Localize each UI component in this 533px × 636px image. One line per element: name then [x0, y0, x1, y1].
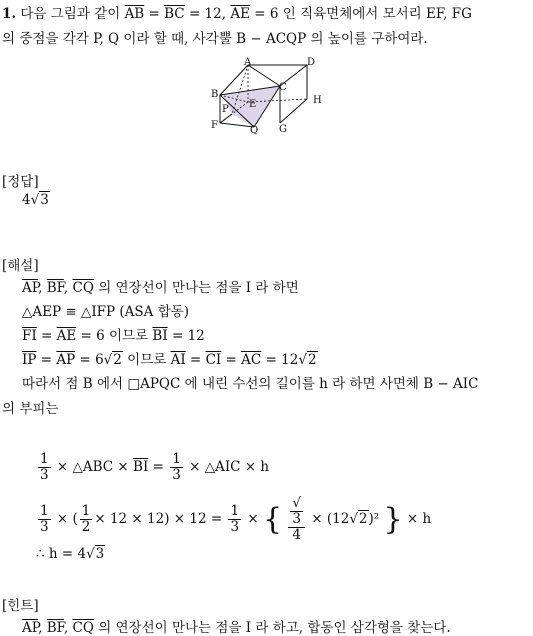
eq-text: × h [406, 511, 432, 527]
segment-bc: $\overline{BC}$ [164, 6, 185, 22]
segment-fi: $\overline{FI}$ [22, 328, 37, 344]
equation-3: ∴ h = 4√3 [36, 546, 105, 562]
radicand: 2 [307, 352, 317, 368]
segment-bf: $\overline{BF}$ [46, 620, 64, 636]
answer-value: 4√3 [22, 192, 49, 208]
numerator: 1 [40, 503, 49, 519]
hint-line: $\overline{AP}$, $\overline{BF}$, $\overline{CQ}$ 의 연장선이 만나는 점을 I 라 하고, 합동인 삼각형을 찾는다. [22, 620, 451, 636]
segment-ap: $\overline{AP}$ [22, 280, 39, 296]
equation-2: $\frac{1}{3}$ × ( $\frac{1}{2}$ × 12 × 12) × 12 = $\frac{1}{3}$ × { √ 3 4 × (12√2)² } × h [40, 495, 432, 543]
denominator: 3 [40, 519, 49, 535]
solution-line-5: 따라서 점 B 에서 □APQC 에 내린 수선의 길이를 h 라 하면 사면체 B − AIC [22, 376, 479, 392]
label-b: B [211, 89, 219, 100]
brace-open: { [262, 502, 283, 537]
label-p: P [222, 104, 229, 115]
denominator: 4 [292, 527, 301, 543]
hint-text: 의 연장선이 만나는 점을 I 라 하고, 합동인 삼각형을 찾는다. [98, 620, 451, 636]
denominator: 3 [40, 467, 49, 483]
segment-ci: $\overline{CI}$ [205, 352, 222, 368]
solution-text: = 12 [265, 352, 299, 368]
radicand: 3 [290, 511, 303, 527]
segment-bf: $\overline{BF}$ [46, 280, 64, 296]
segment-ae: $\overline{AE}$ [56, 328, 77, 344]
label-g: G [279, 124, 287, 135]
numerator: 1 [230, 503, 240, 519]
segment-ac: $\overline{AC}$ [241, 352, 262, 368]
solution-text: 이므로 [127, 352, 167, 368]
answer-coef: 4 [22, 192, 31, 208]
eq-text: × △ABC × [56, 459, 129, 475]
label-h: H [313, 95, 322, 106]
eq-text: ∴ h = 4 [36, 546, 87, 562]
problem-line-1 [2, 2, 472, 22]
solution-text: 의 연장선이 만나는 점을 I 라 하면 [98, 280, 299, 296]
numerator: √ 3 [288, 496, 305, 528]
label-a: A [244, 57, 252, 68]
solution-text: = 12 [171, 328, 205, 344]
radicand: 2 [358, 511, 368, 527]
brace-close: } [383, 502, 403, 537]
answer-radicand: 3 [40, 192, 49, 208]
eq-text: )² [368, 511, 380, 527]
fraction [38, 504, 51, 535]
numerator: 1 [40, 451, 49, 467]
segment-ae: $\overline{AE}$ [230, 6, 250, 22]
value-6: = 6 [254, 6, 279, 22]
equals-sign: = [148, 6, 160, 22]
solution-header: [해설] [2, 258, 39, 274]
denominator: 2 [81, 519, 91, 535]
label-f: F [211, 120, 218, 131]
label-e: E [249, 99, 257, 110]
eq-text: × △AIC × h [189, 459, 270, 475]
solution-line-3: $\overline{FI} = \overline{AE} = 6$ 이므로 $\overline{BI} = 12$ [22, 328, 205, 344]
answer-header: [정답] [2, 174, 39, 190]
value-12: = 12, [188, 6, 227, 22]
segment-ip: $\overline{IP}$ [22, 352, 37, 368]
fraction [80, 504, 93, 535]
hint-header: [힌트] [2, 598, 39, 614]
fraction [288, 496, 305, 543]
fraction [228, 504, 241, 535]
segment-cq: $\overline{CQ}$ [72, 620, 94, 636]
segment-ai: $\overline{AI}$ [170, 352, 186, 368]
segment-bi: $\overline{BI}$ [133, 459, 149, 475]
problem-line-2: 의 중점을 각각 P, Q 이라 할 때, 사각뿔 B − ACQP 의 높이를 구하여라. [2, 31, 428, 47]
numerator: 1 [81, 503, 91, 519]
equation-1: $\frac{1}{3}$ × △ABC × $\overline{BI}$ = $\frac{1}{3}$ × △AIC × h [40, 451, 270, 483]
solution-line-2: △AEP ≡ △IFP (ASA 합동) [22, 304, 190, 320]
problem-text: 다음 그림과 같이 [20, 6, 121, 22]
segment-bi: $\overline{BI}$ [152, 328, 168, 344]
numerator: 1 [172, 451, 181, 467]
segment-ap: $\overline{AP}$ [56, 352, 76, 368]
solution-text: = 6 이므로 [80, 328, 149, 344]
segment-cq: $\overline{CQ}$ [72, 280, 94, 296]
cuboid-figure [205, 58, 330, 138]
eq-text: × 12 × 12) × 12 = [94, 511, 223, 527]
solution-text: = 6 [79, 352, 104, 368]
segment-ab: $\overline{AB}$ [124, 6, 145, 22]
radicand: 2 [113, 352, 122, 368]
fraction [170, 452, 183, 483]
label-c: C [279, 82, 287, 93]
fraction [38, 452, 51, 483]
denominator: 3 [230, 519, 240, 535]
solution-line-4: $\overline{IP} = \overline{AP} = 6√2$ 이므로 $\overline{AI} = \overline{CI} = \overline{AC} = 12√2$ [22, 352, 317, 368]
label-q: Q [250, 125, 259, 136]
eq-text: × (12 [311, 511, 350, 527]
problem-number: 1. [2, 6, 17, 22]
denominator: 3 [172, 467, 181, 483]
segment-ap: $\overline{AP}$ [22, 620, 39, 636]
label-d: D [307, 57, 316, 68]
problem-text: 인 직육면체에서 모서리 EF, FG [282, 6, 472, 22]
solution-line-6: 의 부피는 [2, 401, 59, 417]
radicand: 3 [95, 546, 105, 562]
solution-line-1: $\overline{AP}$, $\overline{BF}$, $\overline{CQ}$ 의 연장선이 만나는 점을 I 라 하면 [22, 280, 299, 296]
